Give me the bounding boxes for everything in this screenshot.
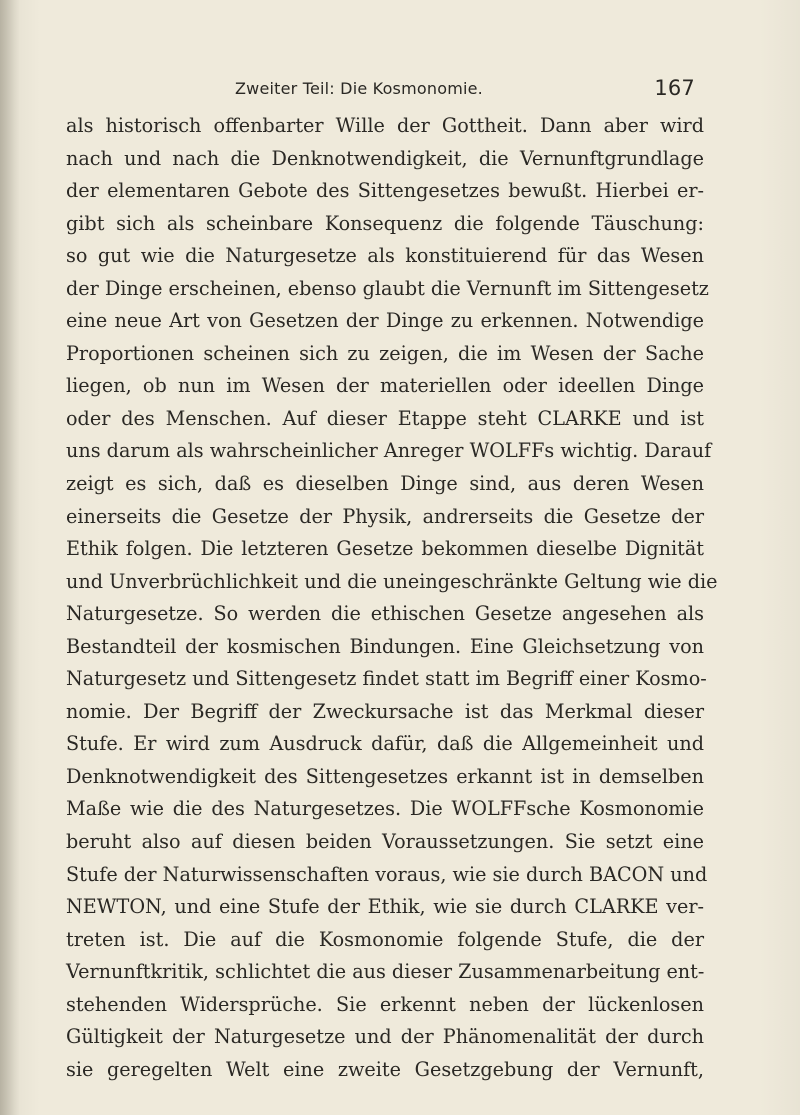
- text-line: Proportionen scheinen sich zu zeigen, die im Wesen der Sache: [66, 341, 704, 365]
- text-line: stehenden Widersprüche. Sie erkennt neben der lückenlosen: [66, 992, 704, 1016]
- running-head-title: Zweiter Teil: Die Kosmonomie.: [235, 79, 483, 98]
- text-line: NEWTON, und eine Stufe der Ethik, wie sie durch CLARKE ver-: [66, 895, 704, 919]
- text-line: nach und nach die Denknotwendigkeit, die Vernunftgrundlage: [66, 146, 704, 170]
- text-line: sie geregelten Welt eine zweite Gesetzgebung der Vernunft,: [66, 1057, 704, 1081]
- text-line: liegen, ob nun im Wesen der materiellen oder ideellen Dinge: [66, 374, 704, 398]
- text-line: Ethik folgen. Die letzteren Gesetze bekommen dieselbe Dignität: [66, 537, 704, 561]
- text-line: Maße wie die des Naturgesetzes. Die WOLFFsche Kosmonomie: [66, 797, 704, 821]
- text-line: so gut wie die Naturgesetze als konstituierend für das Wesen: [66, 244, 704, 268]
- text-line: oder des Menschen. Auf dieser Etappe steht CLARKE und ist: [66, 406, 704, 430]
- text-line: Naturgesetze. So werden die ethischen Gesetze angesehen als: [66, 602, 704, 626]
- text-line: Gültigkeit der Naturgesetze und der Phänomenalität der durch: [66, 1025, 704, 1049]
- text-line: und Unverbrüchlichkeit und die uneingeschränkte Geltung wie die: [66, 569, 718, 593]
- text-line: Bestandteil der kosmischen Bindungen. Eine Gleichsetzung von: [66, 634, 704, 658]
- text-line: Stufe. Er wird zum Ausdruck dafür, daß die Allgemeinheit und: [66, 732, 704, 756]
- text-line: beruht also auf diesen beiden Voraussetzungen. Sie setzt eine: [66, 830, 704, 854]
- body-paragraph: [66, 110, 718, 1086]
- text-line: Denknotwendigkeit des Sittengesetzes erkannt ist in demselben: [66, 764, 704, 788]
- text-line: der elementaren Gebote des Sittengesetzes bewußt. Hierbei er-: [66, 179, 704, 203]
- text-line: uns darum als wahrscheinlicher Anreger WOLFFs wichtig. Darauf: [66, 439, 712, 463]
- text-line: Naturgesetz und Sittengesetz findet statt im Begriff einer Kosmo-: [66, 667, 707, 691]
- text-line: nomie. Der Begriff der Zweckursache ist das Merkmal dieser: [66, 699, 704, 723]
- text-line: eine neue Art von Gesetzen der Dinge zu erkennen. Notwendige: [66, 309, 704, 333]
- text-line: als historisch offenbarter Wille der Gottheit. Dann aber wird: [66, 114, 704, 137]
- text-line: einerseits die Gesetze der Physik, andrerseits die Gesetze der: [66, 504, 704, 528]
- running-head: [235, 76, 695, 104]
- text-line: zeigt es sich, daß es dieselben Dinge sind, aus deren Wesen: [66, 472, 704, 496]
- text-line: treten ist. Die auf die Kosmonomie folgende Stufe, die der: [66, 927, 704, 951]
- text-line: gibt sich als scheinbare Konsequenz die folgende Täuschung:: [66, 211, 704, 235]
- text-line: Vernunftkritik, schlichtet die aus dieser Zusammenarbeitung ent-: [66, 960, 705, 984]
- page-number: 167: [654, 76, 695, 100]
- spine-shadow: [0, 0, 20, 1115]
- text-line: Stufe der Naturwissenschaften voraus, wie sie durch BACON und: [66, 862, 708, 886]
- text-line: der Dinge erscheinen, ebenso glaubt die Vernunft im Sittengesetz: [66, 276, 709, 300]
